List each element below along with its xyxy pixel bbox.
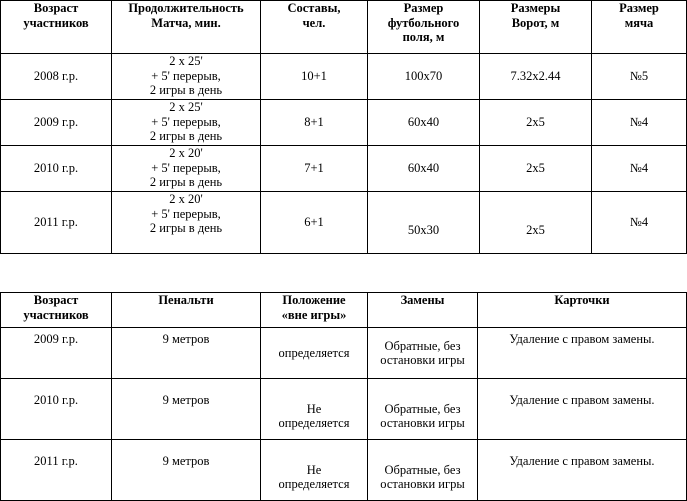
cell-cards: Удаление с правом замены.	[478, 328, 687, 379]
cell-ball-size: №4	[592, 146, 687, 192]
cell-goal-size: 2х5	[480, 192, 592, 254]
cell-offside: определяется	[261, 328, 368, 379]
cell-duration	[112, 146, 261, 192]
game-rules-table	[0, 292, 687, 501]
cell-field-size: 50х30	[368, 192, 480, 254]
table-row	[1, 328, 687, 379]
duration-line: + 5' перерыв,	[151, 206, 221, 221]
table-row	[1, 100, 687, 146]
duration-line: 2 игры в день	[149, 129, 223, 143]
cell-substitutions: Обратные, без остановки игры	[368, 379, 478, 440]
table-row	[1, 379, 687, 440]
table-row	[1, 440, 687, 501]
cell-ball-size: №4	[592, 192, 687, 254]
duration-line: 2 игры в день	[149, 221, 223, 235]
cell-ball-size: №5	[592, 54, 687, 100]
cell-age: 2010 г.р.	[1, 379, 112, 440]
header-cards: Карточки	[478, 293, 687, 328]
table-row	[1, 192, 687, 254]
header-duration: Продолжительность Матча, мин.	[112, 1, 261, 54]
cell-age: 2010 г.р.	[1, 146, 112, 192]
cell-goal-size: 7.32х2.44	[480, 54, 592, 100]
cell-field-size: 60х40	[368, 146, 480, 192]
cell-substitutions: Обратные, без остановки игры	[368, 440, 478, 501]
cell-age: 2011 г.р.	[1, 440, 112, 501]
cell-team-size: 8+1	[261, 100, 368, 146]
table-header-row	[1, 1, 687, 54]
cell-penalty: 9 метров	[112, 440, 261, 501]
duration-line: 2 х 20'	[169, 146, 203, 160]
cell-ball-size: №4	[592, 100, 687, 146]
duration-line: 2 игры в день	[149, 83, 223, 97]
header-penalty: Пенальти	[112, 293, 261, 328]
duration-line: 2 х 20'	[169, 192, 203, 206]
cell-substitutions: Обратные, без остановки игры	[368, 328, 478, 379]
cell-age: 2008 г.р.	[1, 54, 112, 100]
header-field-size: Размер футбольного поля, м	[368, 1, 480, 54]
cell-duration	[112, 54, 261, 100]
cell-field-size: 100х70	[368, 54, 480, 100]
header-age: Возраст участников	[1, 1, 112, 54]
header-substitutions: Замены	[368, 293, 478, 328]
header-team-size: Составы, чел.	[261, 1, 368, 54]
cell-goal-size: 2х5	[480, 100, 592, 146]
cell-penalty: 9 метров	[112, 379, 261, 440]
duration-line: 2 х 25'	[169, 54, 203, 68]
cell-field-size: 60х40	[368, 100, 480, 146]
cell-offside: Не определяется	[261, 379, 368, 440]
header-goal-size: Размеры Ворот, м	[480, 1, 592, 54]
cell-team-size: 10+1	[261, 54, 368, 100]
duration-line: 2 х 25'	[169, 100, 203, 114]
duration-line: + 5' перерыв,	[151, 68, 221, 83]
table-row	[1, 146, 687, 192]
header-age: Возраст участников	[1, 293, 112, 328]
header-ball-size: Размер мяча	[592, 1, 687, 54]
header-offside: Положение «вне игры»	[261, 293, 368, 328]
cell-age: 2009 г.р.	[1, 100, 112, 146]
cell-duration	[112, 100, 261, 146]
cell-duration	[112, 192, 261, 254]
duration-line: + 5' перерыв,	[151, 114, 221, 129]
cell-offside: Не определяется	[261, 440, 368, 501]
cell-age: 2011 г.р.	[1, 192, 112, 254]
duration-line: + 5' перерыв,	[151, 160, 221, 175]
cell-team-size: 6+1	[261, 192, 368, 254]
table-header-row	[1, 293, 687, 328]
cell-team-size: 7+1	[261, 146, 368, 192]
table-row	[1, 54, 687, 100]
cell-penalty: 9 метров	[112, 328, 261, 379]
cell-age: 2009 г.р.	[1, 328, 112, 379]
cell-cards: Удаление с правом замены.	[478, 379, 687, 440]
cell-cards: Удаление с правом замены.	[478, 440, 687, 501]
cell-goal-size: 2х5	[480, 146, 592, 192]
duration-line: 2 игры в день	[149, 175, 223, 189]
